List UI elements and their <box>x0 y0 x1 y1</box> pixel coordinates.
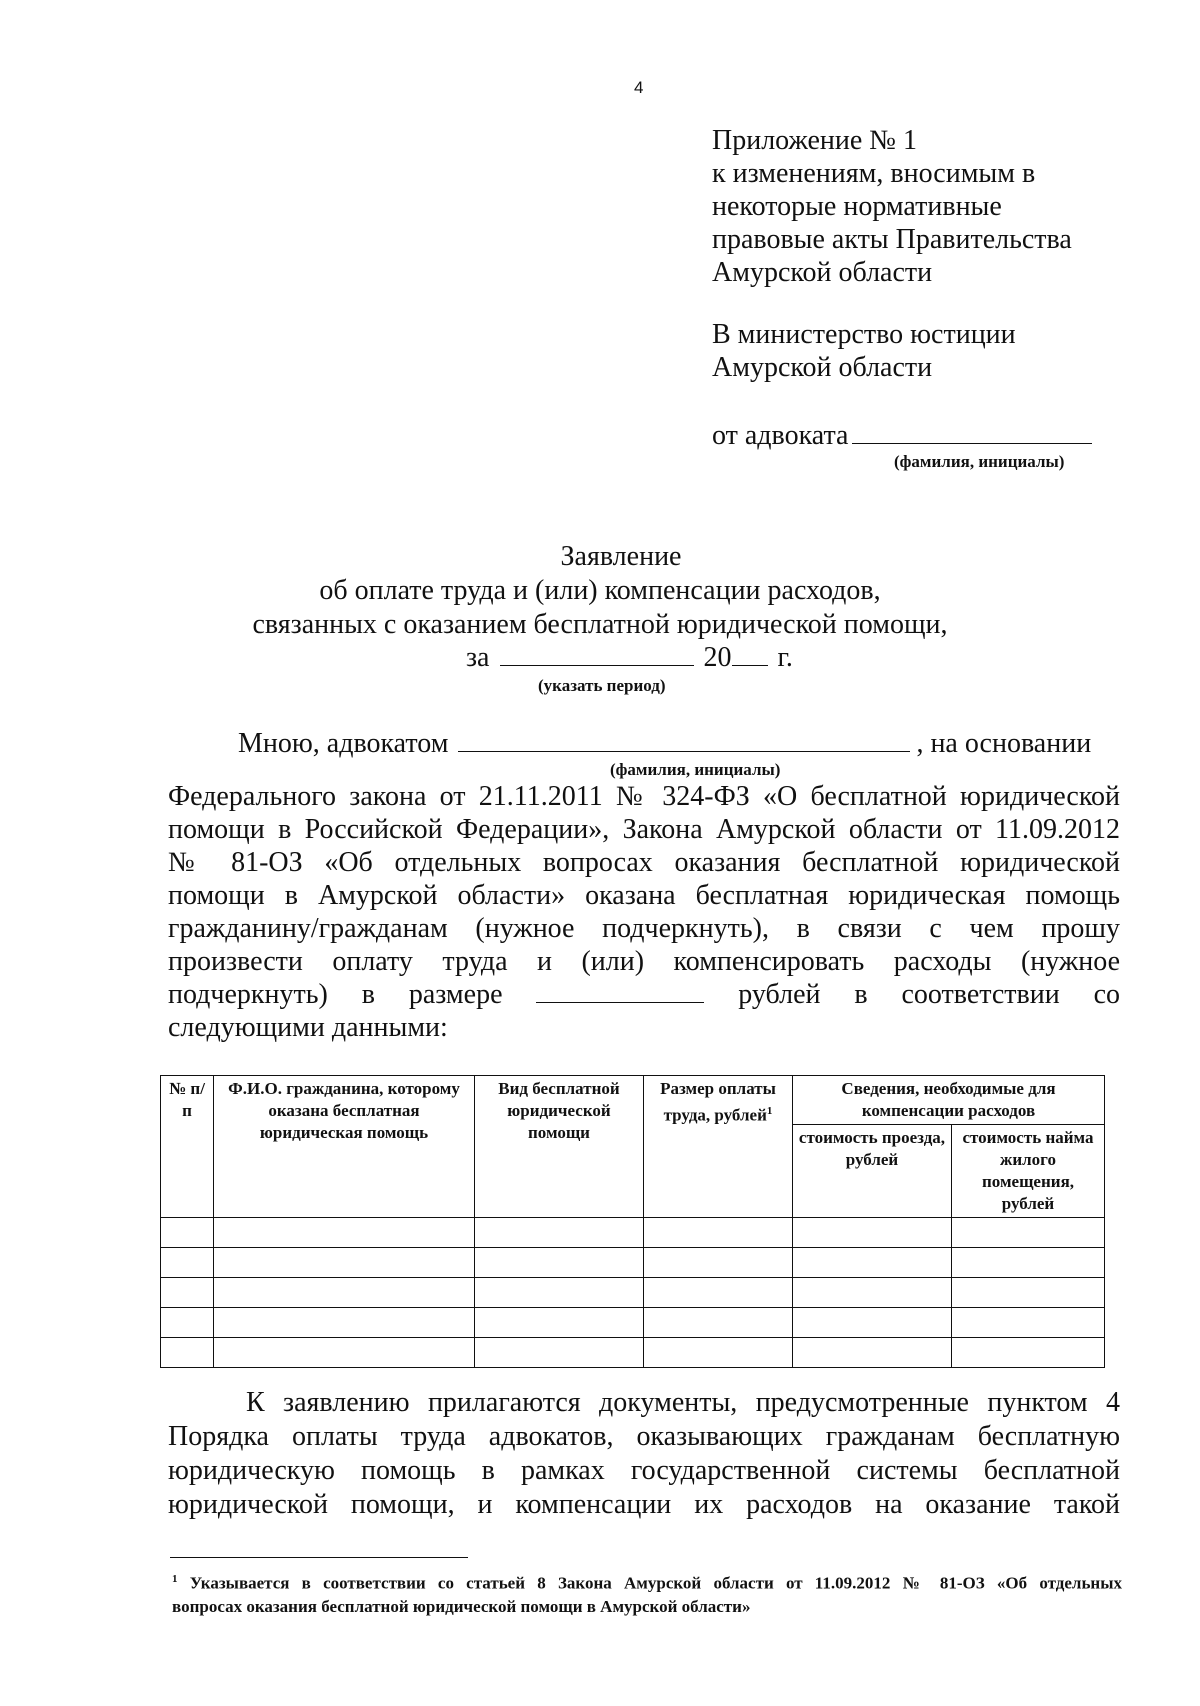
col-header-travel: стоимость проезда, рублей <box>793 1125 952 1218</box>
table-row <box>161 1338 1105 1368</box>
table-cell[interactable] <box>214 1338 475 1368</box>
table-cell[interactable] <box>952 1248 1105 1278</box>
table-cell[interactable] <box>644 1338 793 1368</box>
table-cell[interactable] <box>161 1308 214 1338</box>
appendix-line: Приложение № 1 <box>712 125 917 156</box>
table-cell[interactable] <box>475 1338 644 1368</box>
table-cell[interactable] <box>644 1218 793 1248</box>
col-header-num: № п/п <box>161 1076 214 1218</box>
period-prefix: за <box>466 642 490 673</box>
body-line: помощи в Амурской области» оказана бесплатная юридическая помощь <box>168 880 1120 911</box>
from-label: от адвоката <box>712 420 849 451</box>
table-cell[interactable] <box>644 1248 793 1278</box>
table-cell[interactable] <box>214 1218 475 1248</box>
appendix-line: некоторые нормативные <box>712 191 1002 222</box>
statement-prefix: Мною, адвокатом <box>238 728 449 759</box>
table-cell[interactable] <box>793 1278 952 1308</box>
table-row <box>161 1218 1105 1248</box>
table-cell[interactable] <box>952 1278 1105 1308</box>
table-cell[interactable] <box>161 1218 214 1248</box>
table-cell[interactable] <box>952 1218 1105 1248</box>
period-caption: (указать период) <box>538 676 666 695</box>
table-cell[interactable] <box>475 1308 644 1338</box>
table-cell[interactable] <box>952 1338 1105 1368</box>
col-header-pay <box>644 1076 793 1218</box>
footnote-marker: 1 <box>172 1573 178 1585</box>
title-line: связанных с оказанием бесплатной юридической помощи, <box>252 609 948 640</box>
amount-suffix: рублей в соответствии со <box>738 979 1120 1010</box>
period-line <box>466 642 793 674</box>
body-line: следующими данными: <box>168 1012 448 1043</box>
amount-line <box>168 978 1120 1011</box>
table-cell[interactable] <box>161 1248 214 1278</box>
attachment-line: Порядка оплаты труда адвокатов, оказывающих гражданам бесплатную <box>168 1421 1120 1452</box>
document-title <box>0 540 1200 642</box>
addressee-line: Амурской области <box>712 352 933 383</box>
col-group-header: Сведения, необходимые для компенсации расходов <box>793 1076 1105 1125</box>
footnote-ref: 1 <box>766 1105 773 1117</box>
attachment-line: юридическую помощь в рамках государственной системы бесплатной <box>168 1455 1120 1486</box>
col-header-name: Ф.И.О. гражданина, которому оказана бесплатная юридическая помощь <box>214 1076 475 1218</box>
from-caption: (фамилия, инициалы) <box>894 452 1065 471</box>
footnote-line <box>172 1568 1122 1595</box>
body-line: гражданину/гражданам (нужное подчеркнуть), в связи с чем прошу <box>168 913 1120 944</box>
addressee-line: В министерство юстиции <box>712 319 1016 350</box>
table-cell[interactable] <box>214 1308 475 1338</box>
table-cell[interactable] <box>214 1248 475 1278</box>
table-cell[interactable] <box>475 1248 644 1278</box>
statement-first-line <box>238 728 1098 760</box>
table-cell[interactable] <box>161 1338 214 1368</box>
table-cell[interactable] <box>793 1218 952 1248</box>
period-blank[interactable] <box>500 643 694 666</box>
addressee <box>712 318 1016 384</box>
statement-name-blank[interactable] <box>458 729 910 752</box>
appendix-line: правовые акты Правительства <box>712 224 1072 255</box>
table-cell[interactable] <box>475 1218 644 1248</box>
table-cell[interactable] <box>644 1308 793 1338</box>
period-suffix: г. <box>777 642 793 673</box>
amount-blank[interactable] <box>536 980 704 1003</box>
lawyer-name-blank[interactable] <box>852 421 1092 444</box>
col-header-housing: стоимость найма жилого помещения, рублей <box>952 1125 1105 1218</box>
table-cell[interactable] <box>793 1248 952 1278</box>
table-cell[interactable] <box>644 1278 793 1308</box>
table-cell[interactable] <box>952 1308 1105 1338</box>
table-cell[interactable] <box>793 1338 952 1368</box>
attachment-line: К заявлению прилагаются документы, предусмотренные пунктом 4 <box>246 1387 1120 1418</box>
table-cell[interactable] <box>161 1278 214 1308</box>
year-blank[interactable] <box>732 643 768 666</box>
table-row <box>161 1278 1105 1308</box>
table-cell[interactable] <box>475 1278 644 1308</box>
from-lawyer-line <box>712 420 1092 452</box>
table-row <box>161 1248 1105 1278</box>
footnote-divider <box>170 1557 468 1558</box>
appendix-line: Амурской области <box>712 257 933 288</box>
attachment-paragraph <box>168 1386 1120 1522</box>
amount-prefix: подчеркнуть) в размере <box>168 979 503 1010</box>
title-heading: Заявление <box>560 541 682 572</box>
footnote-line: вопросах оказания бесплатной юридической помощи в Амурской области» <box>172 1596 751 1616</box>
col-header-pay-label: Размер оплаты труда, рублей <box>660 1079 776 1125</box>
table-row <box>161 1308 1105 1338</box>
footnote-text: Указывается в соответствии со статьей 8 Закона Амурской области от 11.09.2012 № 81-ОЗ «Об отдельных <box>189 1573 1122 1593</box>
appendix-note <box>712 124 1072 289</box>
col-header-type: Вид бесплатной юридической помощи <box>475 1076 644 1218</box>
data-table <box>160 1075 1105 1368</box>
statement-suffix: , на основании <box>916 728 1092 759</box>
table-cell[interactable] <box>214 1278 475 1308</box>
appendix-line: к изменениям, вносимым в <box>712 158 1036 189</box>
period-year: 20 <box>703 642 732 673</box>
body-line: помощи в Российской Федерации», Закона Амурской области от 11.09.2012 <box>168 814 1120 845</box>
title-line: об оплате труда и (или) компенсации расходов, <box>319 575 881 606</box>
statement-caption: (фамилия, инициалы) <box>610 760 781 779</box>
table-cell[interactable] <box>793 1308 952 1338</box>
attachment-line: юридической помощи, и компенсации их расходов на оказание такой <box>168 1489 1120 1520</box>
body-line: произвести оплату труда и (или) компенсировать расходы (нужное <box>168 946 1120 977</box>
statement-body <box>168 780 1120 1044</box>
page-number: 4 <box>634 78 644 97</box>
footnote <box>172 1568 1122 1618</box>
body-line: Федерального закона от 21.11.2011 № 324-ФЗ «О бесплатной юридической <box>168 781 1120 812</box>
body-line: № 81-ОЗ «Об отдельных вопросах оказания бесплатной юридической <box>168 847 1120 878</box>
